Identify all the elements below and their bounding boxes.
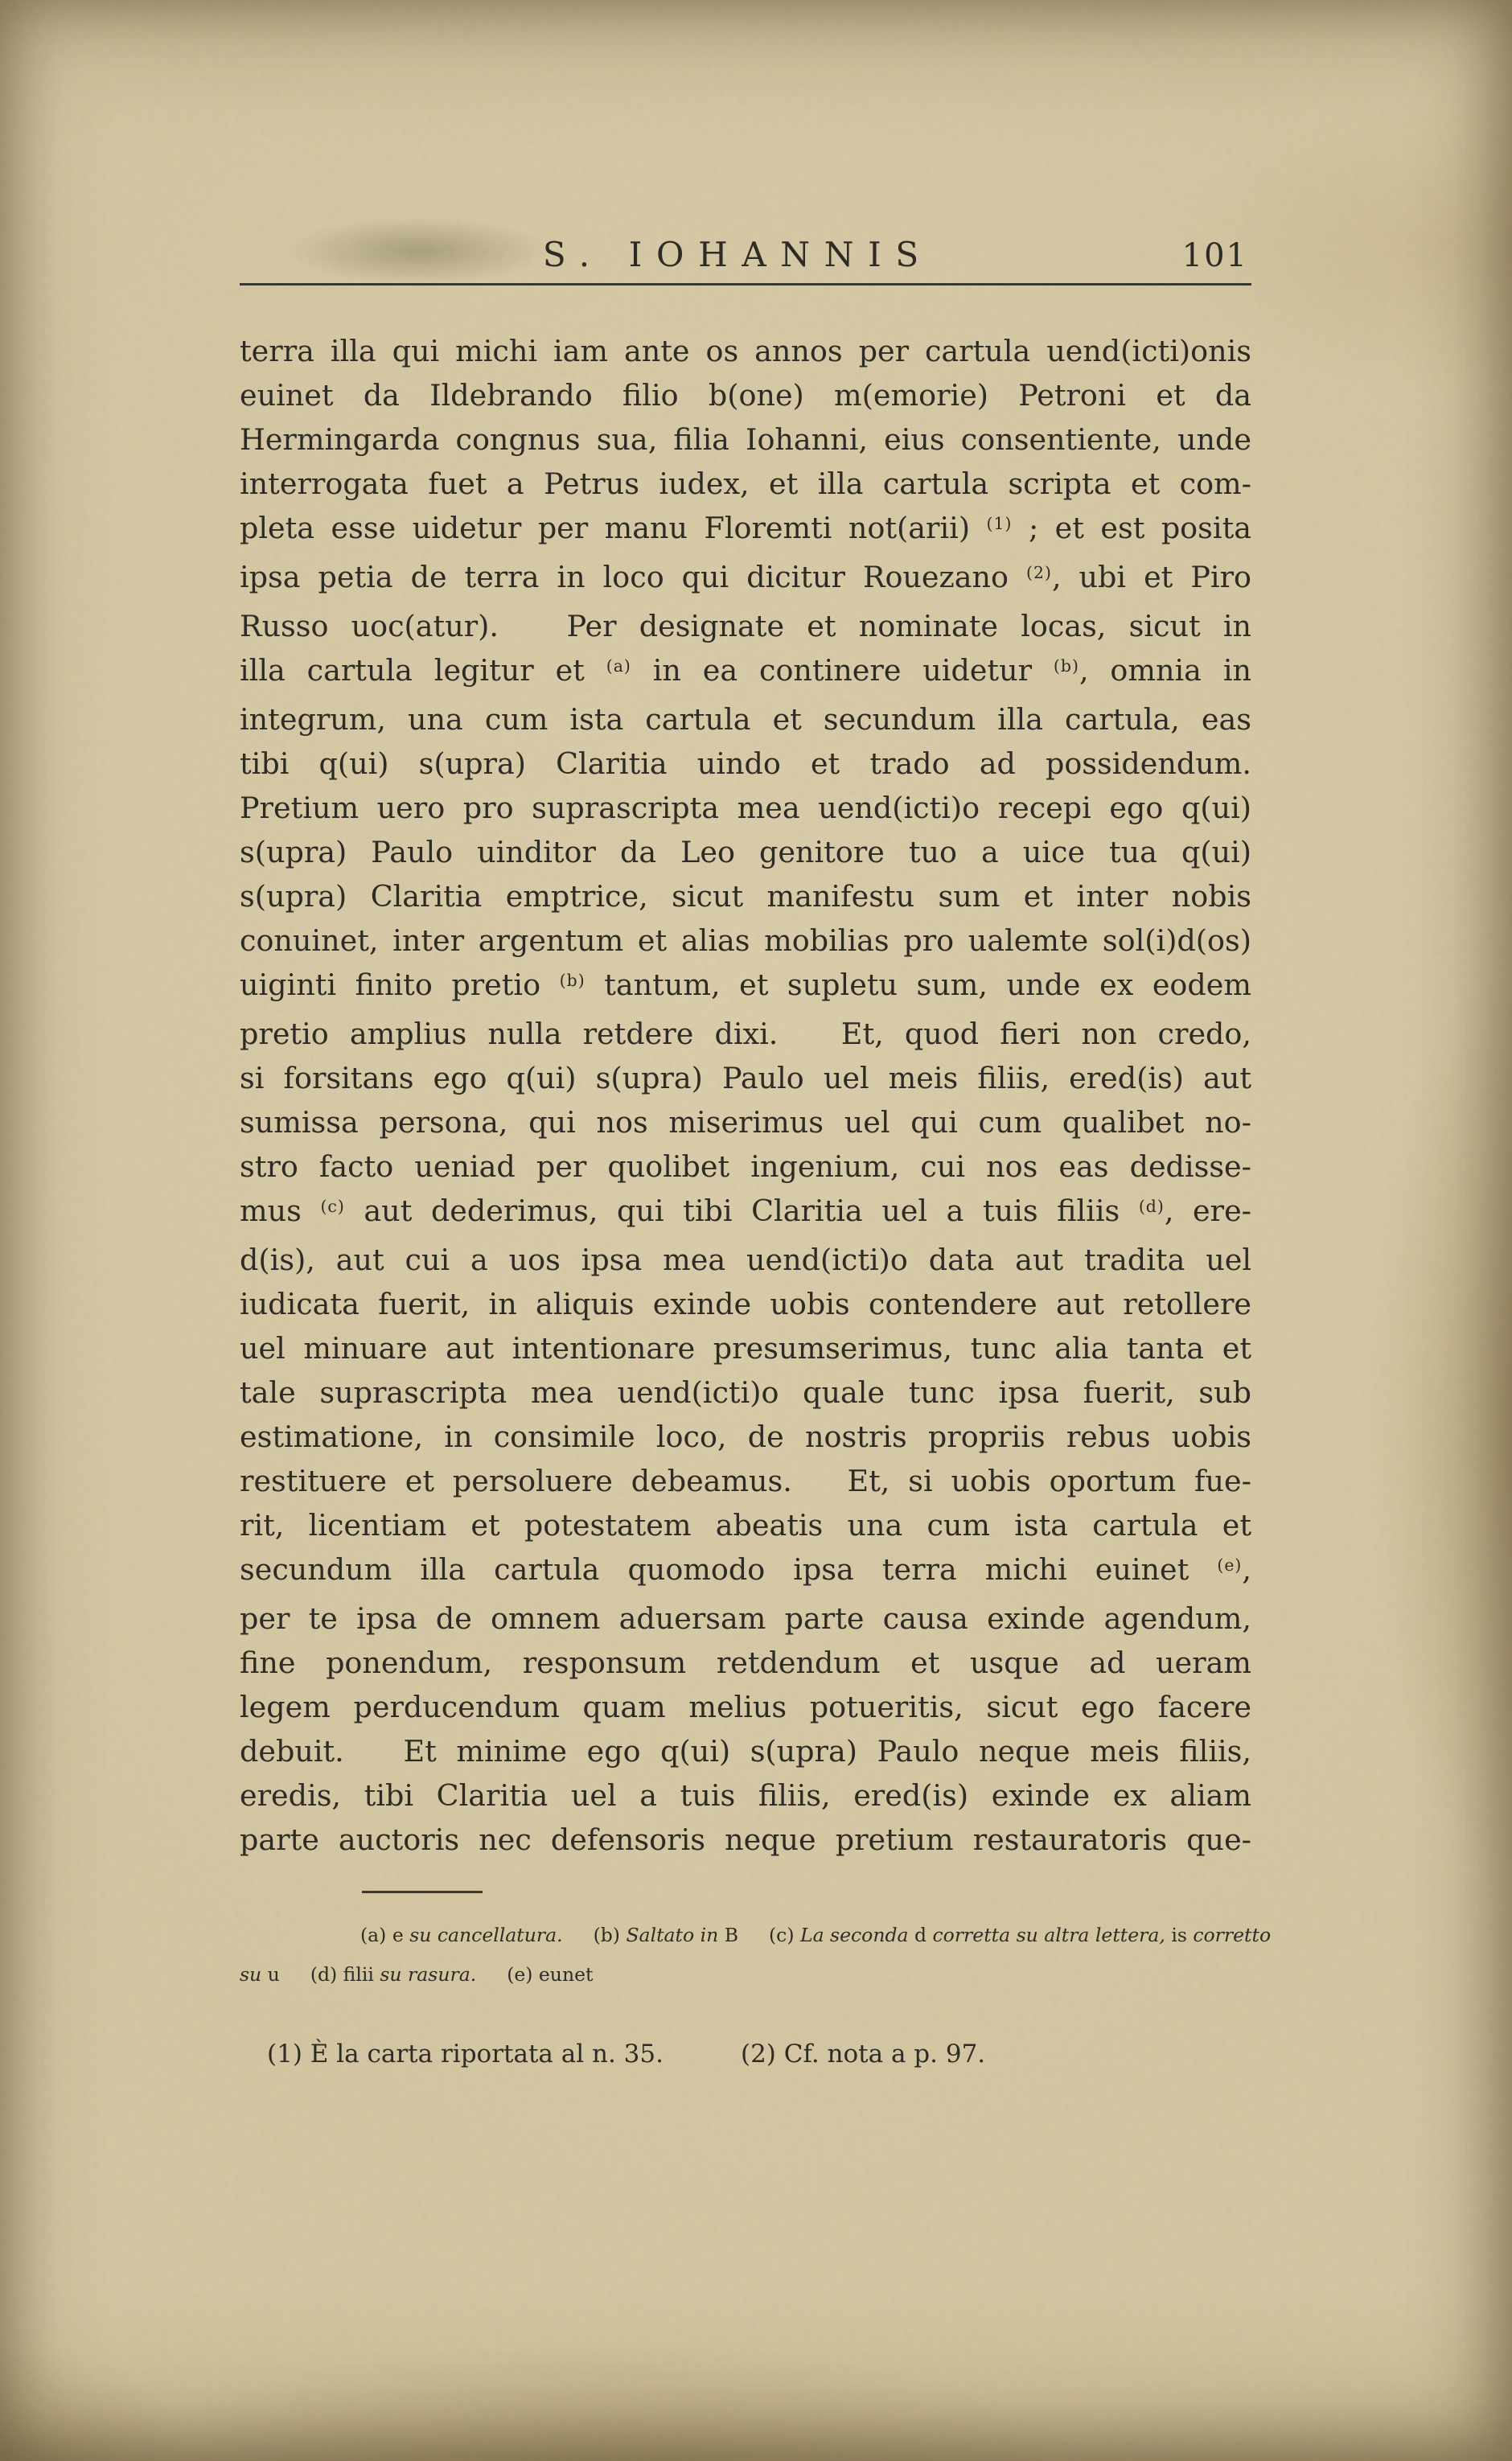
body-text-line: stro facto ueniad per quolibet ingenium, cui nos eas dedisse- [240, 1149, 1251, 1184]
apparatus-entry: (b) Saltato in B [593, 1924, 738, 1946]
footnote-entry: (2) Cf. nota a p. 97. [740, 2040, 986, 2069]
apparatus-section [240, 1916, 1272, 1995]
body-text-line: ipsa petia de terra in loco qui dicitur Rouezano $^{(2)}$, ubi et Piro [240, 560, 1251, 594]
body-text-line: Russo uoc(atur). Per designate et nominate locas, sicut in [240, 609, 1251, 643]
apparatus-entry: su u [240, 1963, 280, 1986]
footnote-entry: (1) È la carta riportata al n. 35. [267, 2040, 664, 2069]
apparatus-entry: (a) e su cancellatura. [360, 1924, 563, 1946]
body-text-line: pretio amplius nulla retdere dixi. Et, quod fieri non credo, [240, 1017, 1251, 1051]
body-text-line: euinet da Ildebrando filio b(one) m(emorie) Petroni et da [240, 378, 1251, 413]
document-body [240, 329, 1251, 1862]
body-text-line: d(is), aut cui a uos ipsa mea uend(icti)o data aut tradita uel [240, 1243, 1251, 1277]
body-text-line: eredis, tibi Claritia uel a tuis filiis, ered(is) exinde ex aliam [240, 1778, 1251, 1813]
body-text-line: legem perducendum quam melius potueritis, sicut ego facere [240, 1690, 1251, 1724]
body-text-line: Pretium uero pro suprascripta mea uend(icti)o recepi ego q(ui) [240, 791, 1251, 825]
apparatus-row-1 [240, 1916, 1272, 1955]
body-text-line: terra illa qui michi iam ante os annos per cartula uend(icti)onis [240, 334, 1251, 368]
apparatus-entry: (d) filii su rasura. [310, 1963, 477, 1986]
body-text-line: illa cartula legitur et $^{(a)}$ in ea continere uidetur $^{(b)}$, omnia in [240, 653, 1251, 688]
body-text-line: integrum, una cum ista cartula et secundum illa cartula, eas [240, 702, 1251, 737]
apparatus-rule [362, 1891, 483, 1893]
body-text-line: si forsitans ego q(ui) s(upra) Paulo uel meis filiis, ered(is) aut [240, 1061, 1251, 1095]
apparatus-entry: (e) eunet [507, 1963, 594, 1986]
body-text-line: per te ipsa de omnem aduersam parte causa exinde agendum, [240, 1601, 1251, 1636]
body-text-line: estimatione, in consimile loco, de nostris propriis rebus uobis [240, 1419, 1251, 1454]
apparatus-row-2 [240, 1955, 1251, 1995]
body-text-line: Hermingarda congnus sua, filia Iohanni, eius consentiente, unde [240, 422, 1251, 457]
page-number: 101 [1181, 237, 1248, 274]
body-text-line: s(upra) Paulo uinditor da Leo genitore tuo a uice tua q(ui) [240, 835, 1251, 869]
body-text-line: tibi q(ui) s(upra) Claritia uindo et trado ad possidendum. [240, 746, 1251, 781]
body-text-line: restituere et persoluere debeamus. Et, si uobis oportum fue- [240, 1464, 1251, 1498]
body-text-line: conuinet, inter argentum et alias mobilias pro ualemte sol(i)d(os) [240, 923, 1251, 958]
header-rule [240, 283, 1251, 286]
body-text-line: s(upra) Claritia emptrice, sicut manifestu sum et inter nobis [240, 879, 1251, 914]
body-text-line: mus $^{(c)}$ aut dederimus, qui tibi Claritia uel a tuis filiis $^{(d)}$, ere- [240, 1194, 1252, 1228]
body-text-line: uiginti finito pretio $^{(b)}$ tantum, et supletu sum, unde ex eodem [240, 968, 1251, 1002]
running-title: S. IOHANNIS [542, 235, 933, 274]
body-text-line: uel minuare aut intentionare presumserimus, tunc alia tanta et [240, 1331, 1251, 1366]
body-text-line: secundum illa cartula quomodo ipsa terra michi euinet $^{(e)}$, [240, 1552, 1251, 1587]
page-header [240, 235, 1251, 280]
body-text-line: interrogata fuet a Petrus iudex, et illa cartula scripta et com- [240, 466, 1251, 501]
body-text-line: rit, licentiam et potestatem abeatis una cum ista cartula et [240, 1508, 1251, 1543]
body-text-line: iudicata fuerit, in aliquis exinde uobis contendere aut retollere [240, 1287, 1251, 1321]
apparatus-entry: (c) La seconda d corretta su altra lettera, is corretto [769, 1924, 1272, 1946]
footnotes-section [240, 2040, 1251, 2069]
body-text-line: tale suprascripta mea uend(icti)o quale tunc ipsa fuerit, sub [240, 1375, 1251, 1410]
body-text-line: sumissa persona, qui nos miserimus uel qui cum qualibet no- [240, 1105, 1251, 1140]
body-text-line: fine ponendum, responsum retdendum et usque ad ueram [240, 1645, 1251, 1680]
body-text-line: pleta esse uidetur per manu Floremti not(arii) $^{(1)}$ ; et est posita [240, 511, 1251, 545]
body-text-line: parte auctoris nec defensoris neque pretium restauratoris que- [240, 1822, 1251, 1857]
page-content [240, 235, 1272, 2069]
body-text-line: debuit. Et minime ego q(ui) s(upra) Paulo neque meis filiis, [240, 1734, 1251, 1769]
